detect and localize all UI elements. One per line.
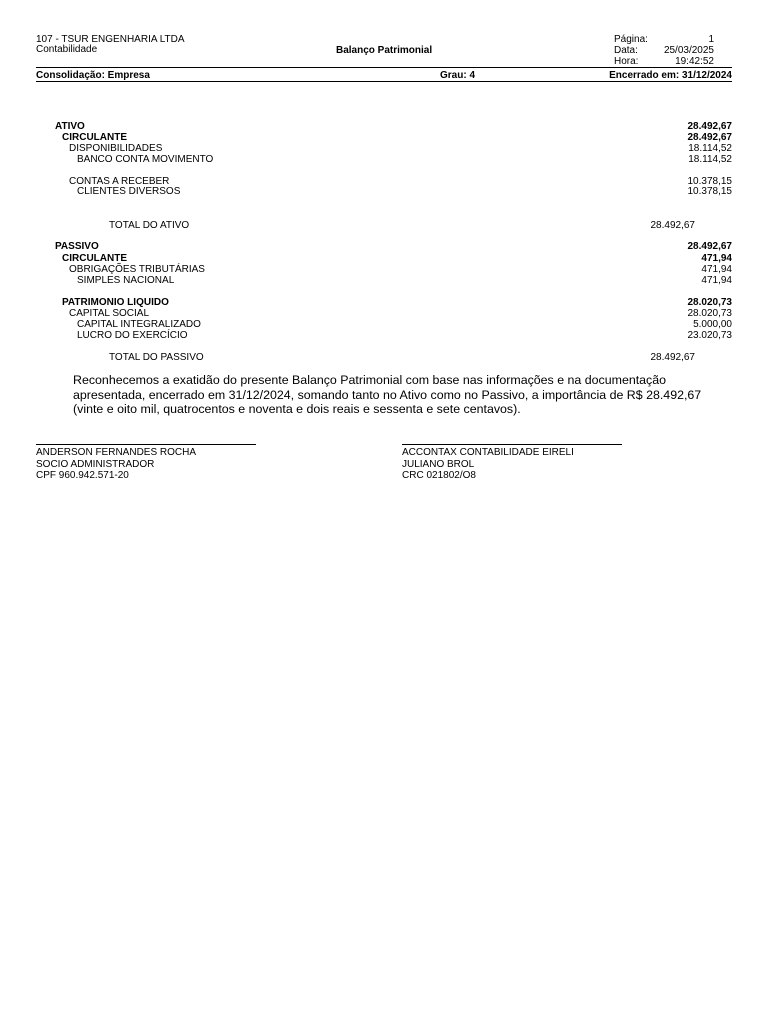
account-row: [0, 319, 768, 330]
account-value: 23.020,73: [687, 330, 732, 341]
account-value: 28.020,73: [687, 297, 732, 308]
account-label: CAPITAL SOCIAL: [69, 308, 150, 319]
account-label: BANCO CONTA MOVIMENTO: [77, 154, 214, 165]
account-label: CLIENTES DIVERSOS: [77, 186, 181, 197]
statement-paragraph: Reconhecemos a exatidão do presente Balanço Patrimonial com base nas informações e na documentação apresentada, encerrado em 31/12/2024, somando tanto no Ativo como no Passivo, a importância de R$ 28.492,67 (vinte e oito mil, quatrocentos e noventa e dois reais e sessenta e sete centavos).: [73, 373, 702, 416]
signature-block-left: [36, 444, 256, 482]
company-name: 107 - TSUR ENGENHARIA LTDA: [36, 34, 185, 45]
account-label: DISPONIBILIDADES: [69, 143, 163, 154]
account-row: [0, 264, 768, 275]
time-label: Hora:: [614, 56, 639, 67]
signer-id: CRC 021802/O8: [402, 470, 476, 481]
account-label: CAPITAL INTEGRALIZADO: [77, 319, 201, 330]
account-row: [0, 154, 768, 165]
account-value: 28.492,67: [687, 241, 732, 252]
grade: Grau: 4: [440, 70, 476, 81]
signature-line: [36, 444, 256, 445]
account-value: 28.492,67: [687, 132, 732, 143]
account-value: 471,94: [701, 275, 732, 286]
time-value: 19:42:52: [675, 56, 714, 67]
account-row: [0, 275, 768, 286]
signature-line: [402, 444, 622, 445]
account-label: SIMPLES NACIONAL: [77, 275, 175, 286]
account-value: 10.378,15: [687, 176, 732, 187]
report-title: Balanço Patrimonial: [336, 45, 433, 56]
account-label: OBRIGAÇÕES TRIBUTÁRIAS: [69, 264, 205, 275]
account-row: [0, 143, 768, 154]
signer-role: SOCIO ADMINISTRADOR: [36, 458, 155, 470]
account-row: [0, 297, 768, 308]
page-number: 1: [708, 34, 714, 45]
total-label: TOTAL DO PASSIVO: [109, 352, 204, 363]
account-label: LUCRO DO EXERCÍCIO: [77, 330, 188, 341]
account-value: 28.492,67: [687, 121, 732, 132]
signature-block-right: [402, 444, 622, 482]
date-label: Data:: [614, 45, 638, 56]
signer-role: JULIANO BROL: [402, 458, 475, 470]
account-value: 5.000,00: [693, 319, 732, 330]
total-row: [0, 352, 768, 363]
account-value: 471,94: [701, 264, 732, 275]
account-row: [0, 186, 768, 197]
account-row: [0, 241, 768, 252]
signer-name: ANDERSON FERNANDES ROCHA: [36, 447, 197, 458]
total-label: TOTAL DO ATIVO: [109, 220, 190, 231]
account-value: 18.114,52: [688, 143, 732, 154]
consolidation: Consolidação: Empresa: [36, 70, 150, 81]
account-row: [0, 308, 768, 319]
account-label: CIRCULANTE: [62, 132, 127, 143]
date-value: 25/03/2025: [663, 45, 714, 56]
account-label: CONTAS A RECEBER: [69, 176, 170, 187]
account-row: [0, 132, 768, 143]
account-value: 471,94: [701, 253, 732, 264]
header-rule-top: [36, 67, 732, 68]
account-label: PATRIMONIO LIQUIDO: [62, 297, 169, 308]
account-row: [0, 253, 768, 264]
account-label: PASSIVO: [55, 241, 99, 252]
page-label: Página:: [614, 34, 648, 45]
total-value: 28.492,67: [650, 352, 695, 363]
account-value: 10.378,15: [687, 186, 732, 197]
signer-id: CPF 960.942.571-20: [36, 470, 129, 481]
account-row: [0, 330, 768, 341]
total-row: [0, 220, 768, 231]
account-value: 28.020,73: [687, 308, 732, 319]
header-rule-bottom: [36, 81, 732, 82]
account-row: [0, 121, 768, 132]
closing-date: Encerrado em: 31/12/2024: [609, 70, 732, 81]
account-label: CIRCULANTE: [62, 253, 127, 264]
department: Contabilidade: [36, 44, 98, 55]
signer-name: ACCONTAX CONTABILIDADE EIRELI: [402, 447, 574, 458]
account-label: ATIVO: [55, 121, 85, 132]
account-value: 18.114,52: [688, 154, 732, 165]
total-value: 28.492,67: [650, 220, 695, 231]
